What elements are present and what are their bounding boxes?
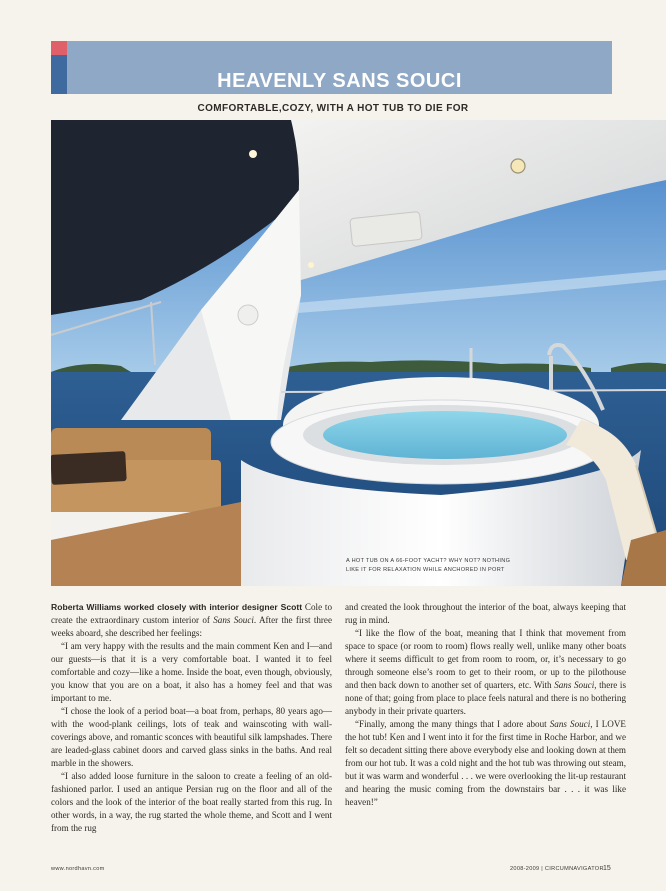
article-paragraph-4: “I also added loose furniture in the saloon to create a feeling of an old-fashioned parlor. I used an antique Persian rug on the floor and all of the colors and the look of the interior of the boat really started from this rug. In other words, in a way, the rug started the whole theme, and Scott and I went from the rug xyxy=(51,771,332,833)
article-subtitle: COMFORTABLE,COZY, WITH A HOT TUB TO DIE FOR xyxy=(197,103,469,114)
page-number: 15 xyxy=(603,865,611,872)
footer-issue: 2008-2009 | CIRCUMNAVIGATOR xyxy=(510,866,604,872)
article-paragraph-3: “I chose the look of a period boat—a boat from, perhaps, 80 years ago—with the wood-plank ceilings, lots of teak and wainscoting with wall-coverings above, and romantic sconces with beautiful silk lampshades. There are leaded-glass cabinet doors and carved glass sinks in the baths. And real marble in the showers. xyxy=(51,706,332,768)
boat-name: Sans Souci xyxy=(554,680,595,690)
header-accent-blue xyxy=(51,55,67,94)
hot-tub-photo xyxy=(51,120,666,586)
article-title: HEAVENLY SANS SOUCI xyxy=(217,70,462,92)
photo-caption xyxy=(346,557,536,575)
header-accent-red xyxy=(51,41,67,55)
caption-line-2: LIKE IT FOR RELAXATION WHILE ANCHORED IN PORT xyxy=(346,567,505,573)
boat-name: Sans Souci xyxy=(213,615,254,625)
footer-website[interactable]: www.nordhavn.com xyxy=(51,866,105,872)
article-paragraph-7: “Finally, among the many things that I adore about Sans Souci, I LOVE the hot tub! Ken and I went into it for the first time in Roche Harbor, and we felt so decadent sitting there above everybody else and looking down at them from our hot tub. It was a cold night and the hot tub was throwing out steam, but it was warm and wonderful . . . we were overlooking the lit-up restaurant and hearing the music coming from the downstairs bar . . . it was like heaven!” xyxy=(345,719,626,807)
article-paragraph-1: Roberta Williams worked closely with interior designer Scott Cole to create the extraordinary custom interior of Sans Souci. After the first three weeks aboard, she described her feelings: xyxy=(51,602,332,638)
article-paragraph-5: and created the look throughout the interior of the boat, always keeping that rug in mind. xyxy=(345,602,626,625)
caption-line-1: A HOT TUB ON A 66-FOOT YACHT? WHY NOT? NOTHING xyxy=(346,558,511,564)
article-paragraph-6: “I like the flow of the boat, meaning that I think that movement from space to space (or room to room) flows really well, unlike many other boats where it seems difficult to get from room to room, or, it’s necessary to go through someone else’s room to get to their room, or up to the pilothouse and then back down to another set of quarters, etc. With Sans Souci, there is none of that; going from place to place feels natural and there is no bothering anybody in their private quarters. xyxy=(345,628,626,716)
article-column-left xyxy=(51,601,332,835)
yacht-deck-illustration xyxy=(51,120,666,586)
lead-in: Roberta Williams worked closely with interior designer Scott xyxy=(51,602,303,612)
boat-name: Sans Souci xyxy=(549,719,591,729)
article-column-right xyxy=(345,601,626,809)
article-paragraph-2: “I am very happy with the results and the main comment Ken and I—and our guests—is that it is a very comfortable boat. I wanted it to feel comfortable and cozy—like a home. Inside the boat, even though, obviously, you know that you are on a boat, it also has a homey feel and that was important to me. xyxy=(51,641,332,703)
